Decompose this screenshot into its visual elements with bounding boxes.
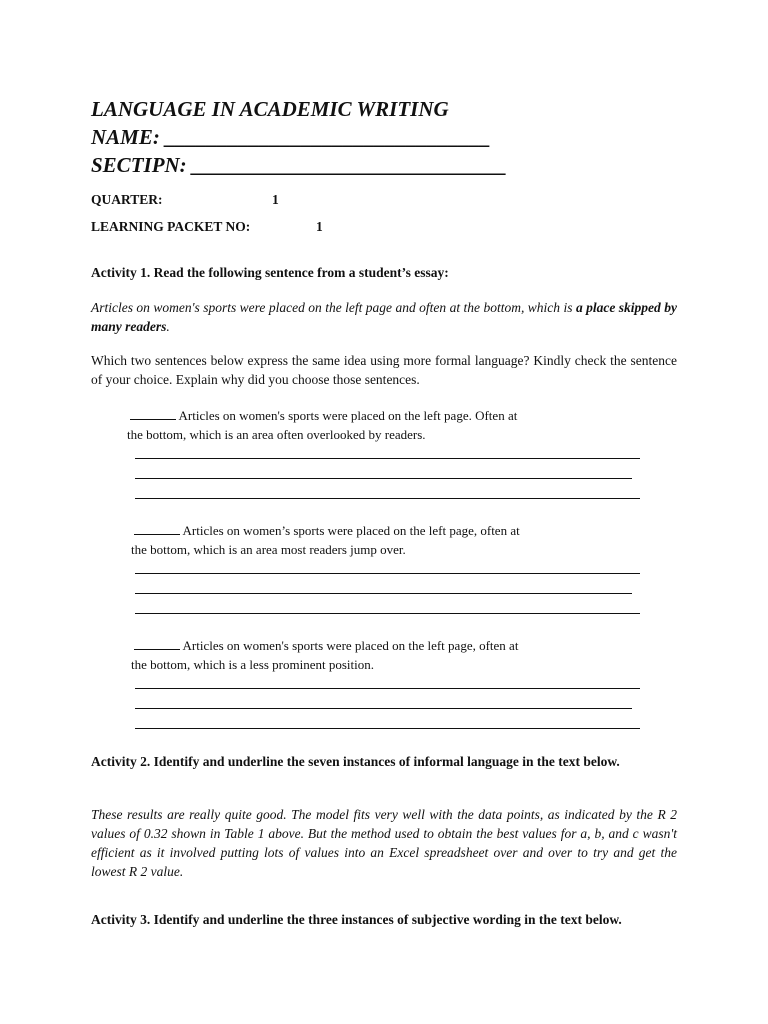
answer-line[interactable]: [135, 458, 640, 459]
option-2-line1: Articles on women’s sports were placed on the left page, often at: [180, 523, 520, 538]
option-3: [131, 636, 594, 674]
activity1-heading: Activity 1. Read the following sentence from a student’s essay:: [91, 265, 449, 280]
activity1-quote: [91, 298, 677, 336]
answer-line[interactable]: [135, 573, 640, 574]
answer-line[interactable]: [135, 728, 640, 729]
option-1-line1: Articles on women's sports were placed on the left page. Often at: [176, 408, 518, 423]
option-3-line2: the bottom, which is a less prominent position.: [131, 657, 375, 672]
answer-line[interactable]: [135, 708, 632, 709]
name-field[interactable]: NAME: _______________________________: [91, 125, 491, 149]
option-1-line2: the bottom, which is an area often overlooked by readers.: [127, 427, 426, 442]
title-block: [91, 95, 507, 179]
option-2-line2: the bottom, which is an area most readers jump over.: [131, 542, 406, 557]
activity3-heading: Activity 3. Identify and underline the three instances of subjective wording in the text below.: [91, 912, 622, 927]
answer-line[interactable]: [135, 688, 640, 689]
answer-line[interactable]: [135, 478, 632, 479]
answer-line[interactable]: [135, 498, 640, 499]
packet-row: [91, 219, 323, 235]
packet-label: LEARNING PACKET NO:: [91, 219, 251, 234]
quote-text: Articles on women's sports were placed on the left page and often at the bottom, which is: [91, 300, 576, 315]
activity2-heading: Activity 2. Identify and underline the seven instances of informal language in the text below.: [91, 754, 620, 769]
section-field[interactable]: SECTIPN: ______________________________: [91, 153, 507, 177]
quote-end: .: [166, 319, 170, 334]
option-2: [131, 521, 594, 559]
activity1-instructions: Which two sentences below express the same idea using more formal language? Kindly check the sentence of your choice. Explain why did you choose those sentences.: [91, 353, 677, 387]
option-2-checkbox-blank[interactable]: [134, 522, 180, 535]
quote-emphasis: a place skipped by many readers: [91, 300, 677, 334]
answer-line[interactable]: [135, 613, 640, 614]
document-title: LANGUAGE IN ACADEMIC WRITING: [91, 97, 449, 121]
quarter-value: 1: [272, 192, 279, 207]
quarter-row: [91, 192, 279, 208]
option-3-checkbox-blank[interactable]: [134, 637, 180, 650]
answer-line[interactable]: [135, 593, 632, 594]
quarter-label: QUARTER:: [91, 192, 163, 207]
activity2-text: These results are really quite good. The model fits very well with the data points, as indicated by the R 2 values of 0.32 shown in Table 1 above. But the method used to obtain the best values for a, b, and c wasn't efficient as it involved putting lots of values into an Excel spreadsheet over and over to try and get the lowest R 2 value.: [91, 807, 677, 879]
option-1: [127, 406, 590, 444]
packet-value: 1: [316, 219, 323, 234]
option-1-checkbox-blank[interactable]: [130, 407, 176, 420]
option-3-line1: Articles on women's sports were placed on the left page, often at: [180, 638, 519, 653]
